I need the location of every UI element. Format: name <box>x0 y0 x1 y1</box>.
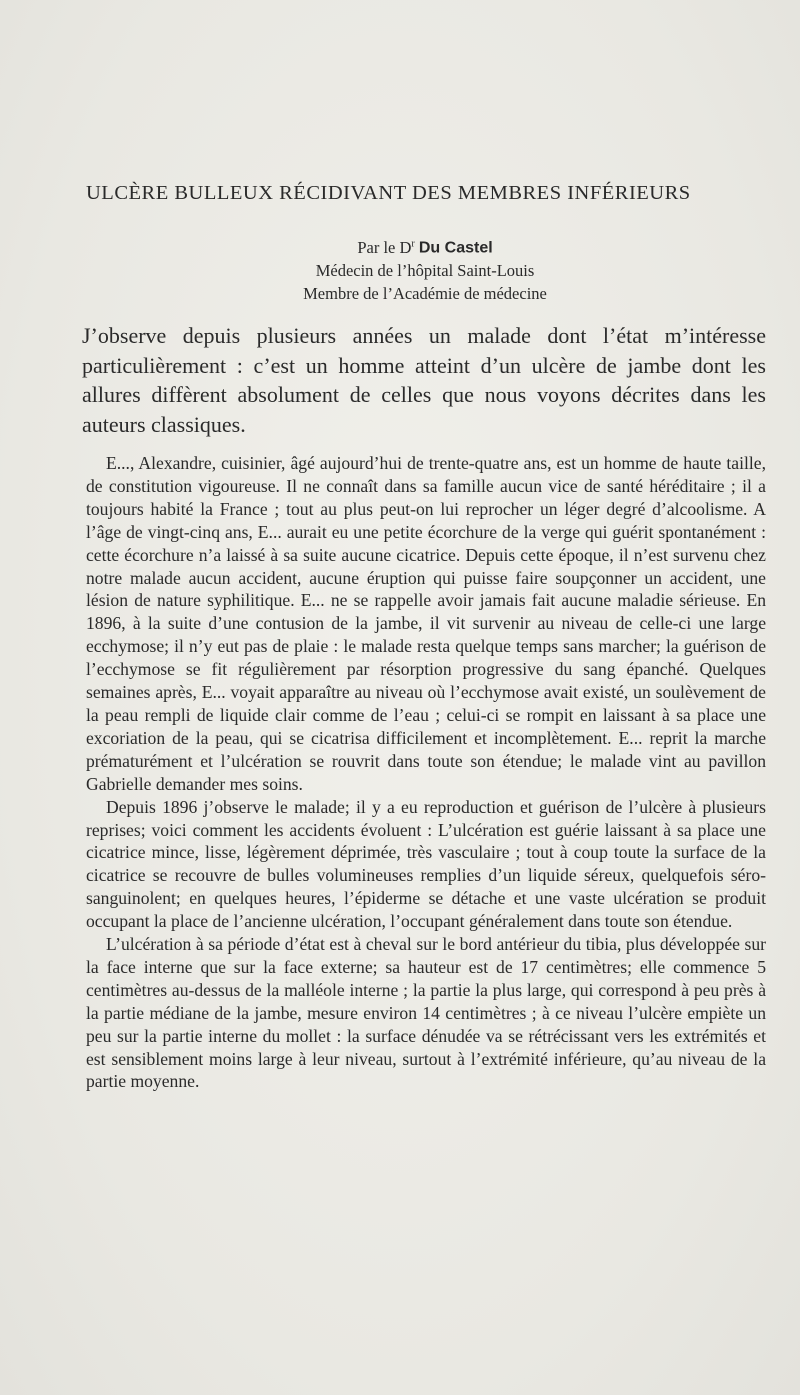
body-paragraph-3: L’ulcération à sa période d’état est à cheval sur le bord antérieur du tibia, plus développée sur la face interne que sur la face externe; sa hauteur est de 17 centimètres; elle commence 5 centimètres au-dessus de la malléole interne ; la partie la plus large, qui correspond à peu près à la partie médiane de la jambe, mesure environ 14 centimètres ; à ce niveau l’ulcère empiète un peu sur la partie interne du mollet : la surface dénudée va se rétrécissant vers les extrémités et est sensiblement moins large à leur niveau, surtout à l’extrémité inférieure, qu’au niveau de la partie moyenne. <box>86 934 766 1092</box>
author-name: Du Castel <box>418 239 493 257</box>
author-prefix <box>357 238 414 257</box>
author-affiliation-2: Membre de l’Académie de médecine <box>303 283 547 303</box>
intro-paragraph: J’observe depuis plusieurs années un malade dont l’état m’intéresse particulièrement : c’est un homme atteint d’un ulcère de jambe dont les allures diffèrent absolument de celles que nous voyons décrites dans les auteurs classiques. <box>82 323 766 437</box>
article-title: ULCÈRE BULLEUX RÉCIDIVANT DES MEMBRES INFÉRIEURS <box>86 182 691 204</box>
body-paragraph-1: E..., Alexandre, cuisinier, âgé aujourd’hui de trente-quatre ans, est un homme de haute taille, de constitution vigoureuse. Il ne connaît dans sa famille aucun vice de santé héréditaire ; il a toujours habité la France ; tout au plus peut-on lui reprocher un léger degré d’alcoolisme. A l’âge de vingt-cinq ans, E... aurait eu une petite écorchure de la verge qui guérit spontanément : cette écorchure n’a laissé à sa suite aucune cicatrice. Depuis cette époque, il n’est survenu chez notre malade aucun accident, aucune éruption qui puisse faire soupçonner un accident, une lésion de nature syphilitique. E... ne se rappelle avoir jamais fait aucune maladie sérieuse. En 1896, à la suite d’une contusion de la jambe, il vit survenir au niveau de celle-ci une large ecchymose; il n’y eut pas de plaie : le malade resta quelque temps sans marcher; la guérison de l’ecchymose se fit régulièrement par résorption progressive du sang épanché. Quelques semaines après, E... voyait apparaître au niveau où l’ecchymose avait existé, un soulèvement de la peau rempli de liquide clair comme de l’eau ; celui-ci se rompit en laissant à sa place une excoriation de la peau, qui se cicatrisa difficilement et incomplètement. E... reprit la marche prématurément et l’ulcération se rouvrit dans toute son étendue; le malade vint au pavillon Gabrielle demander mes soins. <box>86 453 766 794</box>
par-le-text: Par le D <box>357 237 412 257</box>
dr-superscript: r <box>411 238 415 249</box>
author-line <box>0 233 800 260</box>
body-paragraph-2: Depuis 1896 j’observe le malade; il y a eu reproduction et guérison de l’ulcère à plusieurs reprises; voici comment les accidents évoluent : L’ulcération est guérie laissant à sa place une cicatrice mince, lisse, légèrement déprimée, très vasculaire ; tout à coup toute la surface de la cicatrice se recouvre de bulles volumineuses remplies d’un liquide séreux, quelquefois séro-sanguinolent; en quelques heures, l’épiderme se détache et une vaste ulcération se produit occupant la place de l’ancienne ulcération, l’occupant généralement dans toute son étendue. <box>86 796 766 932</box>
article-body <box>86 452 766 1093</box>
byline <box>0 233 800 305</box>
author-affiliation-1: Médecin de l’hôpital Saint-Louis <box>315 261 535 280</box>
